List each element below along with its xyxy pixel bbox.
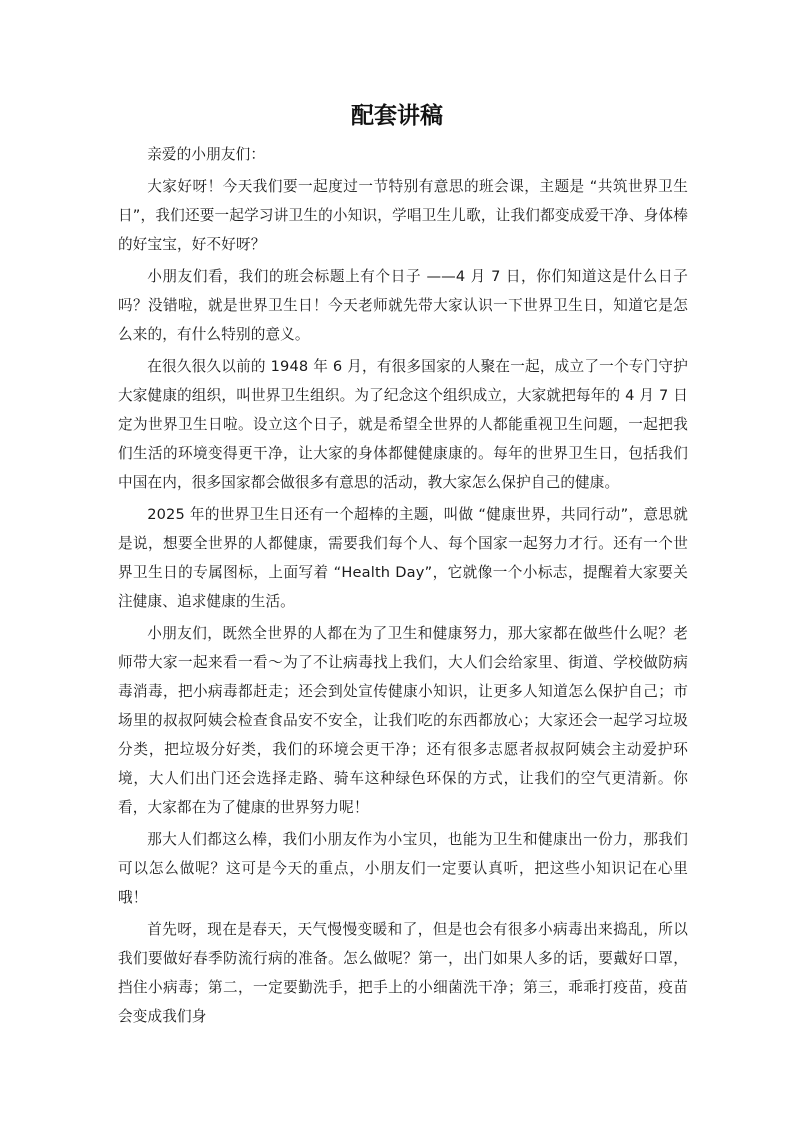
paragraph-theme: 2025 年的世界卫生日还有一个超棒的主题，叫做 “健康世界，共同行动”，意思就是说，想要全世界的人都健康，需要我们每个人、每个国家一起努力才行。还有一个世界卫生日的专属图标，上面写着 “Health Day”，它就像一个小标志，提醒着大家要关注健康、追求健康的生活。 xyxy=(118,506,688,610)
paragraph-spring-prevention: 首先呀，现在是春天，天气慢慢变暖和了，但是也会有很多小病毒出来捣乱，所以我们要做好春季防流行病的准备。怎么做呢？第一，出门如果人多的话，要戴好口罩，挡住小病毒；第二，一定要勤洗手，把手上的小细菌洗干净；第三，乖乖打疫苗，疫苗会变成我们身 xyxy=(118,921,688,1025)
greeting-paragraph: 亲爱的小朋友们： xyxy=(147,146,266,163)
paragraph-history: 在很久很久以前的 1948 年 6 月，有很多国家的人聚在一起，成立了一个专门守护大家健康的组织，叫世界卫生组织。为了纪念这个组织成立，大家就把每年的 4 月 7 日定为世界卫生日啦。设立这个日子，就是希望全世界的人都能重视卫生问题，一起把我们生活的环境变得更干净，让大家的身体都健健康康的。每年的世界卫生日，包括我们中国在内，很多国家都会做很多有意思的活动，教大家怎么保护自己的健康。 xyxy=(118,358,688,491)
document-body xyxy=(118,140,688,1034)
paragraph-actions: 小朋友们，既然全世界的人都在为了卫生和健康努力，那大家都在做些什么呢？老师带大家一起来看一看～为了不让病毒找上我们，大人们会给家里、街道、学校做防病毒消毒，把小病毒都赶走；还会到处宣传健康小知识，让更多人知道怎么保护自己；市场里的叔叔阿姨会检查食品安不安全，让我们吃的东西都放心；大家还会一起学习垃圾分类，把垃圾分好类，我们的环境会更干净；还有很多志愿者叔叔阿姨会主动爱护环境，大人们出门还会选择走路、骑车这种绿色环保的方式，让我们的空气更清新。你看，大家都在为了健康的世界努力呢！ xyxy=(118,625,688,816)
paragraph-kids-role: 那大人们都这么棒，我们小朋友作为小宝贝，也能为卫生和健康出一份力，那我们可以怎么做呢？这可是今天的重点，小朋友们一定要认真听，把这些小知识记在心里哦！ xyxy=(118,831,688,906)
paragraph-intro: 大家好呀！今天我们要一起度过一节特别有意思的班会课，主题是 “共筑世界卫生日”，我们还要一起学习讲卫生的小知识，学唱卫生儿歌，让我们都变成爱干净、身体棒的好宝宝，好不好呀？ xyxy=(118,178,688,253)
paragraph-date: 小朋友们看，我们的班会标题上有个日子 ——4 月 7 日，你们知道这是什么日子吗？没错啦，就是世界卫生日！今天老师就先带大家认识一下世界卫生日，知道它是怎么来的，有什么特别的意义。 xyxy=(118,268,688,343)
document-title: 配套讲稿 xyxy=(351,102,443,129)
